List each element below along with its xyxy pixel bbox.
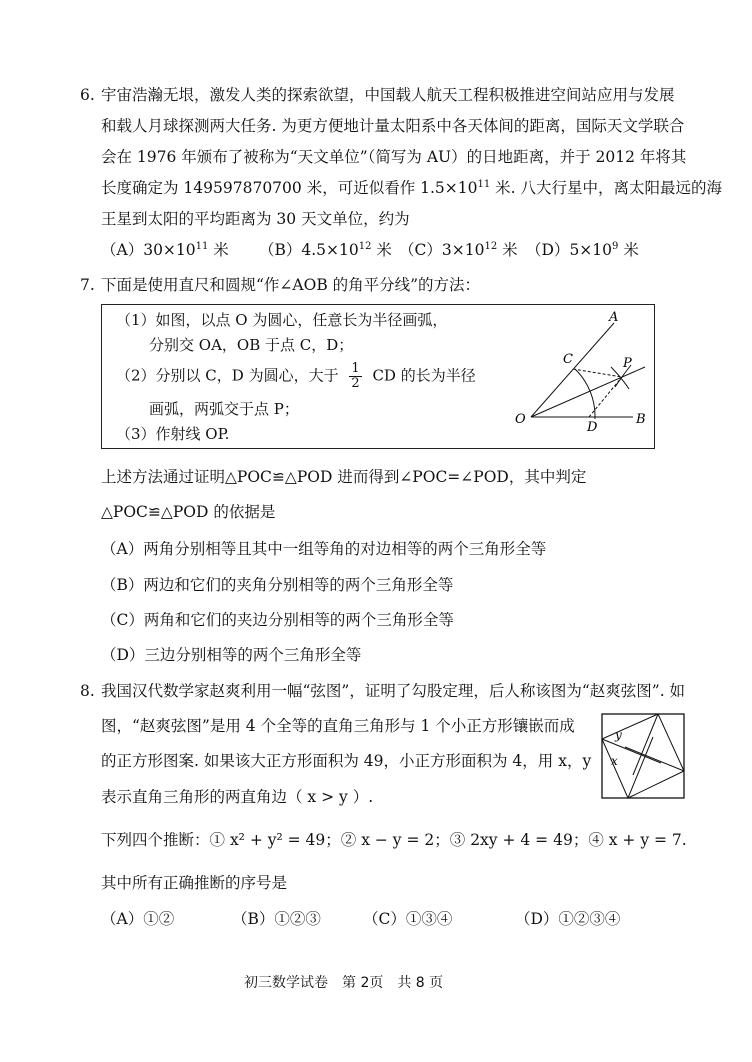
q6-line-4-a: 长度确定为 149597870700 米，可近似看作 1.5×10: [101, 179, 478, 197]
q7-step-2b: 画弧，两弧交于点 P；: [149, 400, 299, 418]
q8-question: 其中所有正确推断的序号是: [101, 874, 288, 892]
ray-oa: [531, 323, 614, 417]
label-x: x: [611, 754, 618, 768]
q6-line-4: [101, 177, 722, 199]
q7-step-1b: 分别交 OA，OB 于点 C，D；: [149, 336, 354, 354]
q8-option-c: （C）①③④: [363, 910, 453, 928]
q8-number: 8.: [80, 682, 95, 700]
q8-line-4: 表示直角三角形的两直角边（ x > y ）.: [101, 788, 374, 806]
q7-step-3: （3）作射线 OP.: [116, 425, 230, 443]
zhao-shuang-figure: [601, 713, 685, 799]
q6-line-3: 会在 1976 年颁布了被称为“天文单位”（简写为 AU）的日地距离，并于 2012 年将其: [101, 148, 687, 166]
q7-option-a: （A）两角分别相等且其中一组等角的对边相等的两个三角形全等: [101, 540, 547, 558]
q7-number: 7.: [80, 276, 95, 294]
q8-inferences: [101, 829, 687, 851]
angle-bisector-figure: [507, 309, 653, 443]
label-c: C: [563, 352, 573, 367]
q8-option-b: （B）①②③: [232, 910, 321, 928]
q7-intro: 下面是使用直尺和圆规“作∠AOB 的角平分线”的方法：: [101, 276, 481, 294]
q7-option-b: （B）两边和它们的夹角分别相等的两个三角形全等: [101, 576, 454, 594]
segment-dp: [589, 377, 622, 417]
q8-line-2: 图，“赵爽弦图”是用 4 个全等的直角三角形与 1 个小正方形镶嵌而成: [101, 717, 575, 735]
page-footer: 初三数学试卷 第 2页 共 8 页: [244, 975, 444, 991]
q8-line-1: 我国汉代数学家赵爽利用一幅“弦图”，证明了勾股定理，后人称该图为“赵爽弦图”. 如: [101, 682, 686, 700]
q6-option-c: $(C)3\times 10^{12}$ 米: [399, 241, 518, 259]
q8-line-3: 的正方形图案. 如果该大正方形面积为 49，小正方形面积为 4，用 x，y: [101, 752, 592, 770]
q8-inference-intro: 下列四个推断：: [101, 831, 210, 849]
label-d: D: [587, 420, 598, 435]
q8-inference-4: ④ x + y = 7.: [588, 831, 687, 849]
label-y: y: [615, 728, 622, 742]
q8-option-d: （D）①②③④: [515, 910, 621, 928]
hypotenuse-bottom: [628, 771, 684, 798]
label-p: P: [623, 356, 632, 371]
q6-option-d: $(D)5\times 10^9$ 米: [526, 241, 639, 259]
q6-line-5: 王星到太阳的平均距离为 30 天文单位，约为: [101, 210, 410, 228]
q7-question-line-2: △POC≌△POD 的依据是: [101, 503, 276, 521]
q8-inference-2: ② x − y = 2；: [340, 831, 450, 849]
label-o: O: [515, 412, 526, 427]
q6-line-4-b: 米. 八大行星中，离太阳最远的海: [490, 179, 723, 197]
q6-option-b: $(B)4.5\times 10^{12}$ 米: [259, 241, 392, 259]
q6-line-1: 宇宙浩瀚无垠，激发人类的探索欲望，中国载人航天工程积极推进空间站应用与发展: [101, 86, 675, 104]
fraction-one-half: $\frac{1}{2}$: [351, 361, 360, 391]
q6-option-a: $(A)30\times 10^{11}$ 米: [101, 241, 229, 259]
arc-center-o: [575, 369, 595, 419]
ray-op: [531, 367, 645, 417]
q8-option-a: （A）①②: [101, 910, 175, 928]
q8-inference-3: ③ 2xy + 4 = 49；: [449, 831, 589, 849]
q7-step-2a: （2）分别以 C，D 为圆心，大于 $\frac{1}{2}$ CD 的长为半径: [116, 361, 476, 391]
label-a: A: [609, 310, 619, 325]
label-b: B: [636, 412, 646, 427]
q6-line-2: 和载人月球探测两大任务. 为更方便地计量太阳系中各天体间的距离，国际天文学联合: [101, 117, 685, 135]
q7-step-1a: （1）如图，以点 O 为圆心，任意长为半径画弧，: [116, 311, 448, 329]
q7-option-d: （D）三边分别相等的两个三角形全等: [101, 646, 362, 664]
leg-line-4: [628, 737, 653, 798]
q8-inference-1: ① x² + y² = 49；: [209, 831, 341, 849]
q6-number: 6.: [80, 86, 95, 104]
q6-line-4-exponent: 11: [477, 179, 491, 190]
q7-option-c: （C）两角和它们的夹边分别相等的两个三角形全等: [101, 611, 454, 629]
q7-steps-box: [101, 304, 655, 449]
q7-question-line-1: 上述方法通过证明△POC≌△POD 进而得到∠POC=∠POD，其中判定: [101, 468, 587, 486]
